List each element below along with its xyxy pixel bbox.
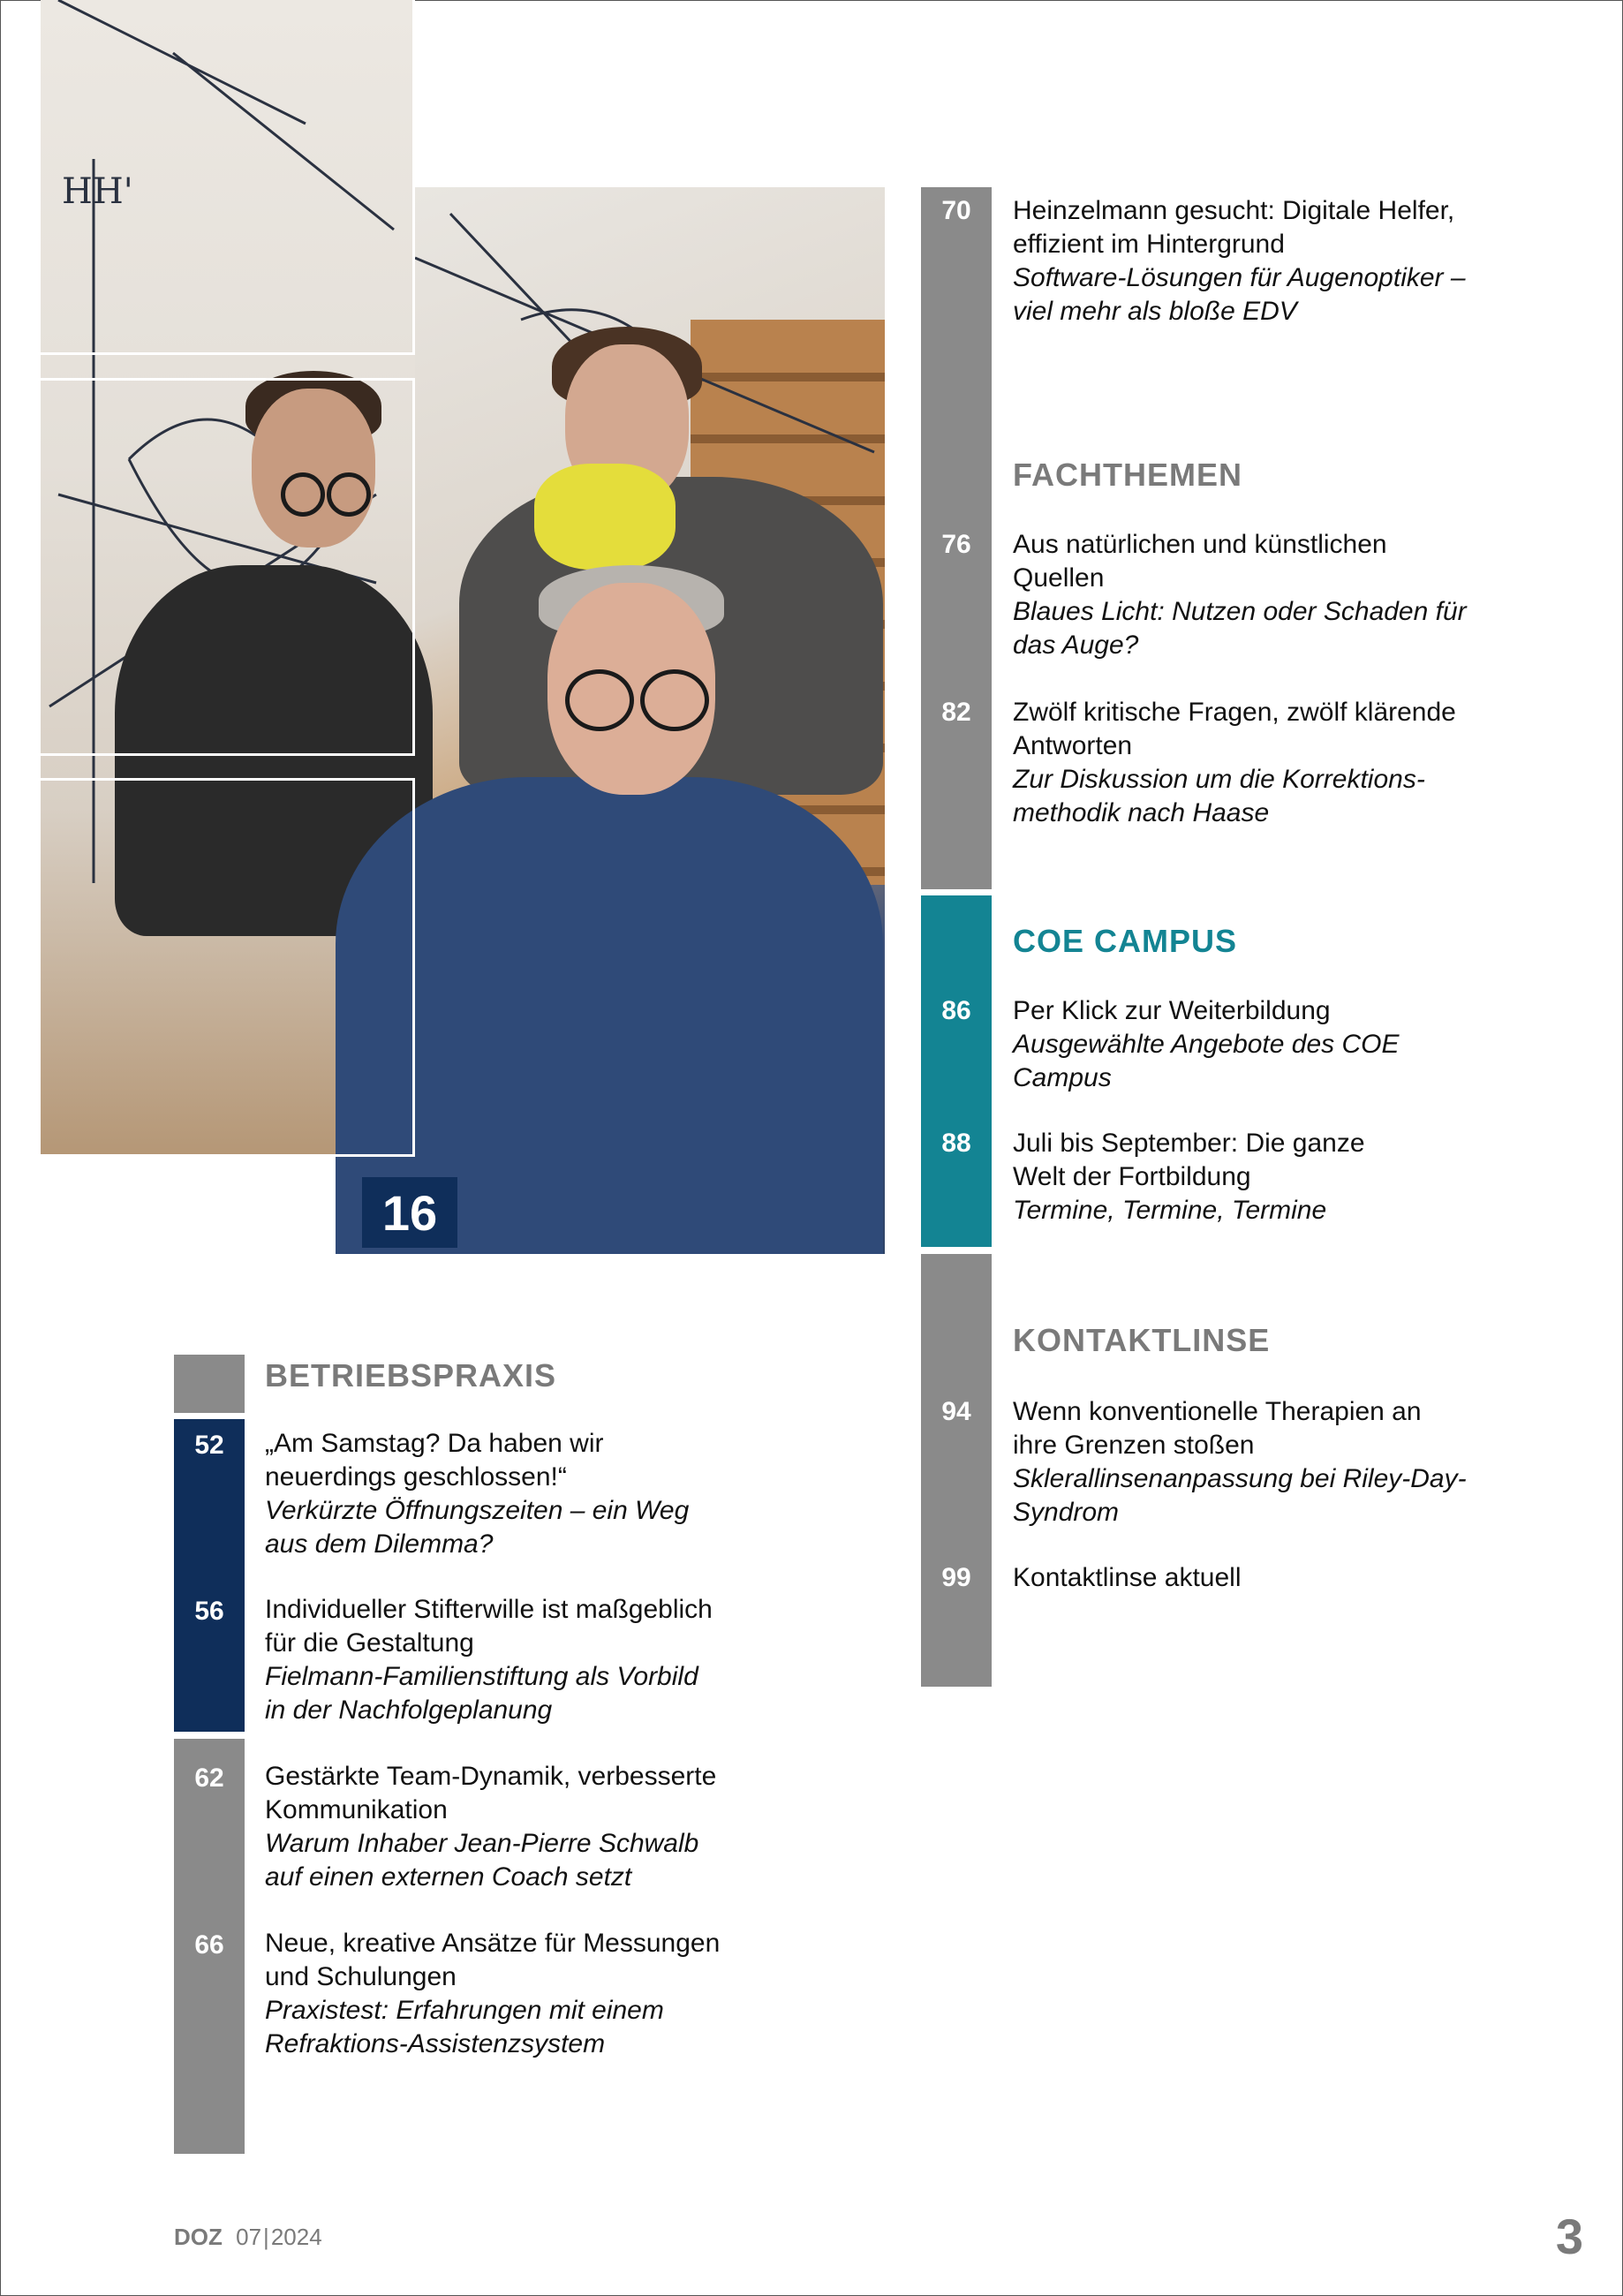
entry-subtitle: Sklerallinsenanpassung bei Riley-Day-Syndrom (1013, 1464, 1467, 1527)
toc-entry[interactable] (265, 1593, 724, 1727)
toc-entry[interactable] (265, 1760, 724, 1894)
entry-page-number: 99 (941, 1563, 971, 1592)
entry-title: Individueller Stifterwille ist maßgeblich für die Gestaltung (265, 1595, 713, 1658)
section-bar (174, 1355, 245, 1413)
section-title-kontaktlinse: KONTAKTLINSE (1013, 1322, 1271, 1358)
glasses-icon (565, 669, 634, 731)
toc-entry[interactable] (1013, 194, 1472, 329)
section-title-coe-campus: COE CAMPUS (1013, 923, 1238, 959)
entry-page-number: 76 (941, 530, 971, 559)
footer-issue (174, 2224, 322, 2251)
toc-entry[interactable] (265, 1927, 724, 2061)
entry-title: Neue, kreative Ansätze für Messungen und Schulungen (265, 1929, 721, 1991)
entry-page-number: 52 (194, 1431, 224, 1460)
section-bar (174, 1419, 245, 1732)
entry-page-number: 86 (941, 996, 971, 1025)
entry-title: Aus natürlichen und künstlichen Quellen (1013, 530, 1387, 593)
entry-subtitle: Ausgewählte Angebote des COE Campus (1013, 1030, 1400, 1092)
entry-title: „Am Samstag? Da haben wir neuerdings geschlossen!“ (265, 1429, 604, 1492)
section-title-fachthemen: FACHTHEMEN (1013, 457, 1242, 493)
entry-subtitle: Software-Lösungen für Augenoptiker – viel mehr als bloße EDV (1013, 263, 1466, 326)
entry-subtitle: Termine, Termine, Termine (1013, 1196, 1327, 1225)
toc-entry[interactable] (1013, 1561, 1472, 1595)
entry-subtitle: Zur Diskussion um die Korrektions- methodik nach Haase (1013, 765, 1425, 827)
yellow-scarf (534, 464, 676, 570)
issue-year: 2024 (270, 2224, 322, 2250)
entry-page-number: 88 (941, 1129, 971, 1158)
toc-entry[interactable] (1013, 696, 1472, 830)
photo-frame (41, 378, 415, 756)
page-number: 3 (1555, 2209, 1583, 2264)
section-title-betriebspraxis: BETRIEBSPRAXIS (265, 1357, 557, 1393)
entry-title: Wenn konventionelle Therapien an ihre Grenzen stoßen (1013, 1397, 1422, 1460)
issue-number: 07 (236, 2224, 262, 2250)
photo-page-badge[interactable]: 16 (362, 1177, 457, 1248)
entry-subtitle: Praxistest: Erfahrungen mit einem Refraktions-Assistenzsystem (265, 1996, 664, 2058)
toc-entry[interactable] (1013, 528, 1472, 662)
entry-title: Heinzelmann gesucht: Digitale Helfer, effizient im Hintergrund (1013, 196, 1455, 259)
entry-page-number: 62 (194, 1764, 224, 1793)
entry-subtitle: Verkürzte Öffnungszeiten – ein Weg aus dem Dilemma? (265, 1496, 690, 1559)
photo-frame (41, 0, 415, 355)
toc-entry[interactable] (1013, 994, 1472, 1095)
glasses-icon (640, 669, 709, 731)
magazine-name: DOZ (174, 2224, 223, 2250)
entry-page-number: 70 (941, 196, 971, 225)
issue-divider: | (263, 2224, 269, 2250)
photo-frame (41, 778, 415, 1157)
entry-title: Per Klick zur Weiterbildung (1013, 996, 1331, 1025)
svg-text:HH': HH' (62, 171, 133, 212)
entry-subtitle: Blaues Licht: Nutzen oder Schaden für das Auge? (1013, 597, 1467, 660)
entry-subtitle: Fielmann-Familienstiftung als Vorbild in der Nachfolgeplanung (265, 1662, 698, 1725)
toc-entry[interactable] (1013, 1127, 1401, 1227)
entry-subtitle: Warum Inhaber Jean-Pierre Schwalb auf einen externen Coach setzt (265, 1829, 699, 1892)
entry-title: Gestärkte Team-Dynamik, verbesserte Kommunikation (265, 1762, 717, 1824)
section-bar (921, 895, 992, 1247)
section-bar (921, 1254, 992, 1687)
entry-page-number: 94 (941, 1397, 971, 1426)
entry-page-number: 82 (941, 698, 971, 727)
entry-title: Juli bis September: Die ganze Welt der Fortbildung (1013, 1129, 1365, 1191)
entry-page-number: 56 (194, 1597, 224, 1626)
entry-title: Zwölf kritische Fragen, zwölf klärende Antworten (1013, 698, 1456, 760)
entry-page-number: 66 (194, 1930, 224, 1960)
entry-title: Kontaktlinse aktuell (1013, 1563, 1242, 1592)
toc-entry[interactable] (1013, 1395, 1472, 1529)
toc-entry[interactable] (265, 1427, 724, 1561)
